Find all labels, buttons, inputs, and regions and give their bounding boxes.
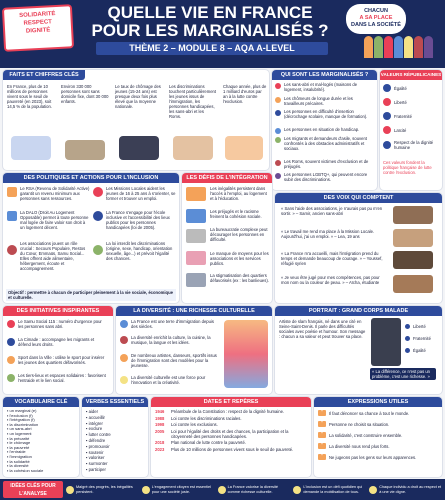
quote-icon: “ xyxy=(318,443,326,449)
vocab-item: ▪ la précarité xyxy=(7,435,30,441)
vocab-item: ▪ l'entraide xyxy=(7,449,26,455)
check-icon xyxy=(405,324,410,329)
defis-section xyxy=(182,173,272,303)
diversite-item: La France est une terre d'immigration depuis des siècles. xyxy=(131,319,214,329)
valeurs-section xyxy=(380,70,442,190)
date-text: Plus de 10 millions de personnes vivent sous le seuil de pauvreté. xyxy=(171,446,294,452)
vocabulaire-section xyxy=(3,397,79,477)
defi-item: La stigmatisation des quartiers défavorisés (ex : les banlieues). xyxy=(210,273,269,283)
valeur-row xyxy=(383,84,407,92)
valeurs-footer: Ces valeurs fondent la politique française de lutte contre l'exclusion. xyxy=(383,160,432,175)
vocab-item: ▪ un sans-abri xyxy=(7,426,32,432)
expression-text: La diversité nous rend plus forts. xyxy=(329,443,390,449)
verb-item: ▪ défendre xyxy=(86,437,106,443)
portrait-quote: « La différence, ce n'est pas un problème, c'est une richesse. » xyxy=(370,368,436,380)
vocab-item: ▪ un logement xyxy=(7,430,32,436)
wheelchair-icon xyxy=(275,128,281,134)
date-row xyxy=(155,447,307,452)
footer-bar xyxy=(0,479,445,500)
date-year: 2018 xyxy=(155,440,165,445)
section-title: LA DIVERSITÉ : UNE RICHESSE CULTURELLE xyxy=(116,306,272,316)
footer-item xyxy=(218,481,291,498)
valeur-row xyxy=(383,126,406,134)
expression-row xyxy=(318,421,438,427)
expression-text: Il faut dénoncer sa chance à tout le monde. xyxy=(329,410,410,416)
check-icon xyxy=(405,348,410,353)
expression-text: Personne ne choisit sa situation. xyxy=(329,421,390,427)
verb-item: ▪ intégrer xyxy=(86,420,103,426)
footer-text: La France valorise la diversité comme richesse culturelle. xyxy=(227,485,279,494)
footer-text: L'engagement citoyen est essentiel pour une société juste. xyxy=(151,485,211,494)
verb-item: ▪ promouvoir xyxy=(86,443,110,449)
page-subtitle: THÈME 2 – MODULE 8 – AQA A-LEVEL xyxy=(96,42,328,55)
title-line: POUR LES MARGINALISÉS ? xyxy=(91,21,329,40)
marginalises-item: Les personnes en difficulté d'insertion (décrochage scolaire, manque de formation). xyxy=(284,109,368,119)
vocab-item: ▪ l'intégration (f) xyxy=(7,417,35,423)
verb-item: ▪ soutenir xyxy=(86,449,104,455)
footer-list xyxy=(66,481,442,498)
fact-text: Environ 330 000 personnes sont sans domicile fixe, dont 30 000 enfants. xyxy=(61,84,109,104)
expressions-section xyxy=(314,397,442,477)
marginalises-item: Les migrants et demandeurs d'asile, souvent confrontés à des obstacles administratifs et sociaux. xyxy=(284,136,367,151)
initiatives-section xyxy=(3,306,113,394)
footer-item xyxy=(66,481,139,498)
marginalises-item: Les personnes en situation de handicap. xyxy=(284,127,360,132)
verb-item: ▪ aider xyxy=(86,409,98,414)
marginalises-item: Les Roms, souvent victimes d'exclusion et de préjugés. xyxy=(284,159,369,169)
section-title: DATES ET REPÈRES xyxy=(151,397,311,407)
check-icon xyxy=(405,336,410,341)
verbes-section xyxy=(82,397,148,477)
fact-text: Le taux de chômage des jeunes (15-24 ans) est presque deux fois plus élevé que la moyenne nationale. xyxy=(115,84,161,109)
verb-item: ▪ valoriser xyxy=(86,455,105,461)
section-title: PORTRAIT : GRAND CORPS MALADE xyxy=(275,306,442,316)
ball-icon xyxy=(7,356,15,364)
vocab-item: ▪ le chômage xyxy=(7,440,31,446)
section-title: DES INITIATIVES INSPIRANTES xyxy=(3,306,113,316)
scales-icon xyxy=(93,245,103,255)
policy-item: Le RSA (Revenu de Solidarité Active) garantit un revenu minimum aux personnes sans ressources. xyxy=(20,186,90,201)
book-icon xyxy=(275,110,281,116)
defi-item: La bureaucratie complexe peut décourager les personnes en difficulté. xyxy=(210,227,268,242)
page-title xyxy=(80,4,340,40)
house-icon xyxy=(7,211,17,221)
policy-item: Les Missions Locales aident les jeunes de 16 à 25 ans à s'orienter, se former et trouver un emploi. xyxy=(106,186,176,201)
header xyxy=(0,0,445,68)
section-title: VERBES ESSENTIELS xyxy=(82,397,148,407)
date-row xyxy=(155,429,307,439)
section-title: FAITS ET CHIFFRES CLÉS xyxy=(3,70,85,80)
globe-icon xyxy=(275,137,281,143)
handshake-icon xyxy=(7,338,15,346)
voix-section xyxy=(275,193,442,303)
marginalises-section xyxy=(272,70,377,190)
people-icon xyxy=(11,136,51,160)
policy-item: La loi interdit les discriminations (origine, sexe, handicap, orientation sexuelle, âge...) et prévoit l'égalité des chances. xyxy=(106,241,173,261)
expressions-list xyxy=(318,410,438,465)
crowd-illustration xyxy=(364,36,442,64)
diversite-section xyxy=(116,306,272,394)
date-year: 1998 xyxy=(155,422,165,427)
date-year: 1946 xyxy=(155,409,165,414)
fact-text: Chaque année, plus de 1 milliard d'euros par an à la lutte contre l'exclusion. xyxy=(223,84,267,104)
footer-text: L'inclusion est un défi quotidien qui demande la mobilisation de tous. xyxy=(303,485,363,494)
quote-icon: “ xyxy=(318,410,326,416)
idea-icon xyxy=(218,486,226,494)
portrait-section xyxy=(275,306,442,394)
diversite-item: De nombreux artistes, danseurs, sportifs issus de l'immigration sont des modèles pour la jeunesse. xyxy=(131,353,217,368)
initiative-item: Le Samu Social 115 : numéro d'urgence pour les personnes sans abri. xyxy=(18,319,102,329)
marginalises-item: Les chômeurs de longue durée et les travailleurs précaires. xyxy=(284,96,353,106)
initiative-item: La Cimade : accompagne les migrants et défend leurs droits. xyxy=(18,337,95,347)
vocab-item: ▪ l'exclusion (f) xyxy=(7,412,33,418)
tag-row xyxy=(405,348,426,353)
house-icon xyxy=(275,83,281,89)
valeur-row xyxy=(383,140,439,150)
tag-label: Égalité xyxy=(413,348,426,353)
section-title: DES POLITIQUES ET ACTIONS POUR L'INCLUSION xyxy=(3,173,179,183)
footer-item xyxy=(369,481,442,498)
quote-icon: “ xyxy=(318,432,326,438)
heart-hands-icon xyxy=(7,245,17,255)
vocab-item: ▪ la discrimination xyxy=(7,421,39,427)
vocab-item: ▪ un marginal (e) xyxy=(7,408,37,413)
footer-text: Malgré des progrès, les inégalités persistent. xyxy=(76,485,133,494)
politiques-section xyxy=(3,173,179,303)
tag-label: Liberté xyxy=(413,324,426,329)
idea-icon xyxy=(369,486,377,494)
badge-line: DIGNITÉ xyxy=(25,27,51,35)
marginalises-item: Les personnes LGBTQ+, qui peuvent encore subir des discriminations. xyxy=(284,172,368,182)
dates-section xyxy=(151,397,311,477)
date-text: Loi contre les exclusions. xyxy=(171,422,218,427)
community-icon xyxy=(7,374,15,382)
rainbow-icon xyxy=(275,173,281,179)
solidarity-badge xyxy=(2,4,74,52)
defi-item: Les inégalités persistent dans l'accès à l'emploi, au logement et à l'éducation. xyxy=(210,186,267,201)
verb-item: ▪ exclure xyxy=(86,426,103,432)
vocab-item: ▪ l'immigration xyxy=(7,453,32,459)
vocab-item: ▪ la solidarité xyxy=(7,458,30,464)
wheelchair-icon xyxy=(93,211,103,221)
idea-icon xyxy=(66,486,74,494)
expression-text: Ne jugeons pas les gens sur leurs apparences. xyxy=(329,454,417,460)
briefcase-icon xyxy=(275,97,281,103)
vocab-item: ▪ la pauvreté xyxy=(7,444,30,450)
fact-text: En France, plus de 10 millions de personnes vivent sous le seuil de pauvreté (en 2023), soit 14,5 % de la population. xyxy=(7,84,52,109)
section-title: DES VOIX QUI COMPTENT xyxy=(275,193,442,203)
people-icon xyxy=(275,160,281,166)
date-text: Loi pour l'égalité des droits et des chances, la participation et la citoyenneté des personnes handicapées. xyxy=(171,428,289,439)
speech-bubble xyxy=(346,4,406,34)
date-row xyxy=(155,440,307,445)
globe-icon xyxy=(120,320,128,328)
defi-item: Le manque de moyens pour les associations et les services publics. xyxy=(210,251,269,266)
valeur-row xyxy=(383,98,407,106)
date-row xyxy=(155,409,307,414)
footer-title: IDÉES CLÉS POUR L'ANALYSE xyxy=(3,481,63,498)
expression-row xyxy=(318,410,438,416)
tag-row xyxy=(405,324,426,329)
lightbulb-icon xyxy=(120,376,128,384)
expression-row xyxy=(318,443,438,449)
portrait-text: Artiste de slam français, né dans une cité en Seine-Saint-Denis. Il parle des difficultés sociales avec poésie et humour. Son message : chacun a sa valeur et peut trouver sa place. xyxy=(279,319,366,339)
idea-icon xyxy=(293,486,301,494)
footer-item xyxy=(293,481,366,498)
policy-item: La France s'engage pour l'école inclusive et l'accessibilité des lieux publics pour les personnes handicapées (loi de 2005). xyxy=(106,210,170,230)
section-title: EXPRESSIONS UTILES xyxy=(314,397,442,407)
badge-line: RESPECT xyxy=(23,19,53,27)
verb-item: ▪ surmonter xyxy=(86,461,108,467)
date-text: Plan national de lutte contre la pauvreté. xyxy=(171,440,246,445)
quote: « Je veux être jugé pour mes compétences, pas pour mon nom ou la couleur de peau. » – Aïcha, étudiante xyxy=(281,275,380,285)
verb-item: ▪ lutter contre xyxy=(86,432,111,438)
title-line: QUELLE VIE EN FRANCE xyxy=(107,3,313,22)
scales-icon xyxy=(383,84,391,92)
diverse-people-icon xyxy=(173,136,213,160)
person-photo xyxy=(393,251,433,269)
target-icon xyxy=(93,187,103,197)
buildings-icon xyxy=(186,273,206,287)
valeur-label: Égalité xyxy=(394,85,407,91)
faits-section xyxy=(3,70,269,170)
bubble-line: DANS LA SOCIÉTÉ xyxy=(351,22,401,28)
people-icon xyxy=(383,126,391,134)
paperwork-icon xyxy=(186,229,206,243)
expression-row xyxy=(318,432,438,438)
sleeping-person-icon xyxy=(65,140,105,160)
fact-text: Les discriminations touchent particulièrement les jeunes issus de l'immigration, les personnes handicapées, les sans-abri et les Roms. xyxy=(169,84,217,119)
artist-photo xyxy=(371,318,401,366)
tag-label: Fraternité xyxy=(413,336,431,341)
valeur-label: Liberté xyxy=(394,99,407,105)
initiative-item: Les tiers-lieux et espaces solidaires : favorisent l'entraide et le lien social. xyxy=(18,373,106,383)
section-title: VALEURS RÉPUBLICAINES xyxy=(380,70,442,80)
person-photo xyxy=(393,206,433,224)
chat-icon xyxy=(186,209,206,223)
idea-icon xyxy=(142,486,150,494)
heart-icon xyxy=(383,141,391,149)
dates-list xyxy=(155,409,307,453)
date-year: 2023 xyxy=(155,446,165,452)
date-year: 1988 xyxy=(155,415,165,421)
vocab-list xyxy=(7,409,77,473)
policy-item: La DALO (Droit Au Logement Opposable) permet à toute personne mal logée de faire valoir son droit à un logement décent. xyxy=(20,210,89,230)
verbes-list xyxy=(86,409,146,473)
marginalises-item: Les sans-abri et mal-logés (maisons de logement, insalubrité). xyxy=(284,82,358,92)
vocab-item: ▪ la cohésion sociale xyxy=(7,467,44,473)
quote: « Sans l'aide des associations, je n'aurais pas pu m'en sortir. » – Samir, ancien sans-abri xyxy=(281,206,383,216)
footer-text: Chaque individu a droit au respect et à une vie digne. xyxy=(379,485,442,494)
date-row xyxy=(155,416,307,421)
policy-item: Les associations jouent un rôle crucial : Secours Populaire, Restos du Cœur, Emmaüs, Samu Social... Elles offrent aide alimentaire, hébergement, écoute et accompagnement. xyxy=(20,241,86,271)
diversite-item: La diversité enrichit la culture, la cuisine, la musique, la langue et les idées. xyxy=(131,335,211,345)
section-title: LES DÉFIS DE L'INTÉGRATION xyxy=(182,173,272,183)
expression-text: La solidarité, c'est construire ensemble. xyxy=(329,432,403,438)
music-icon xyxy=(120,336,128,344)
badge-line: SOLIDARITÉ xyxy=(19,11,56,19)
vocab-item: ▪ la diversité xyxy=(7,463,29,469)
tag-row xyxy=(405,336,431,341)
quote: « Le travail me rend ma place à la Mission Locale. Aujourd'hui, j'ai un emploi. » – Lea, 19 ans xyxy=(281,229,375,239)
person-photo xyxy=(393,275,433,293)
rsa-icon xyxy=(7,187,17,197)
date-year: 2005 xyxy=(155,428,165,434)
bird-icon xyxy=(383,98,391,106)
person-photo xyxy=(393,229,433,247)
defi-item: Les préjugés et le racisme freinent la cohésion sociale. xyxy=(210,209,262,219)
verb-item: ▪ participer xyxy=(86,466,106,472)
date-text: Préambule de la Constitution : respect de la dignité humaine. xyxy=(171,409,285,414)
valeur-row xyxy=(383,112,412,120)
section-title: VOCABULAIRE CLÉ xyxy=(3,397,79,407)
policy-objective: Objectif : permettre à chacun de participer pleinement à la vie sociale, économique et culturelle. xyxy=(6,289,176,301)
quote-icon: “ xyxy=(318,454,326,460)
verb-item: ▪ accueillir xyxy=(86,414,105,420)
valeur-label: Laïcité xyxy=(394,127,407,133)
helping-hands-icon xyxy=(225,136,263,160)
piggy-bank-icon xyxy=(186,251,206,265)
valeur-label: Fraternité xyxy=(394,113,412,119)
phone-icon xyxy=(7,320,15,328)
date-text: Loi contre les discriminations raciales. xyxy=(171,415,242,421)
diverse-group-illustration xyxy=(224,320,268,388)
stairs-icon xyxy=(186,187,206,201)
date-row xyxy=(155,422,307,427)
youth-icon xyxy=(119,136,159,160)
valeur-label: Respect de la dignité humaine xyxy=(394,140,434,150)
footer-item xyxy=(142,481,215,498)
quote: « La France m'a accueilli, mais l'intégration prend du temps et demande beaucoup de courage. » – Youssef, réfugié syrien xyxy=(281,251,383,266)
expression-row xyxy=(318,454,438,460)
bubble-line: A SA PLACE xyxy=(359,15,393,21)
diversite-item: La diversité culturelle est une force pour l'innovation et la créativité. xyxy=(131,375,206,385)
hands-icon xyxy=(383,112,391,120)
initiative-item: Sport dans la Ville : utilise le sport pour insérer les jeunes des quartiers défavorisés. xyxy=(18,355,105,365)
section-title: QUI SONT LES MARGINALISÉS ? xyxy=(272,70,377,80)
bubble-line: CHACUN xyxy=(364,8,388,14)
star-icon xyxy=(120,354,128,362)
quote-icon: “ xyxy=(318,421,326,427)
